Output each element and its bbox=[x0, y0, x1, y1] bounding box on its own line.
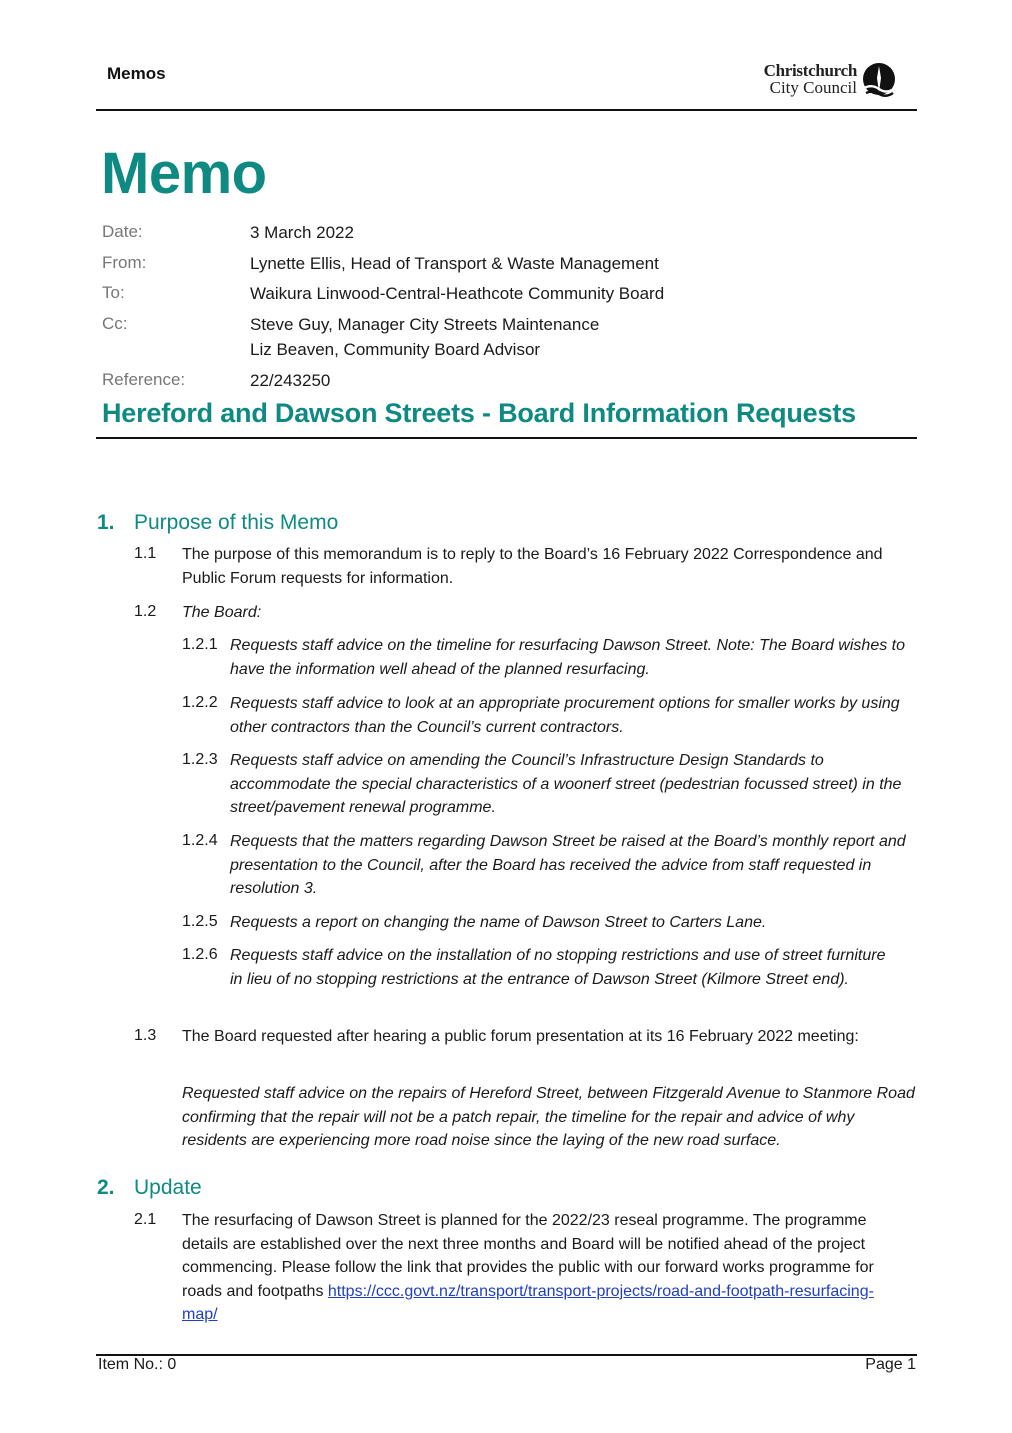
paragraph bbox=[182, 1209, 907, 1327]
footer-page-number: Page 1 bbox=[865, 1356, 916, 1373]
page-title: Memo bbox=[101, 141, 267, 206]
footer-item-number: Item No.: 0 bbox=[98, 1356, 177, 1373]
para-number: 2.1 bbox=[134, 1211, 157, 1228]
quoted-request: Requested staff advice on the repairs of Hereford Street, between Fitzgerald Avenue to Stanmore Road confirming that the repair will not be a patch repair, the timeline for the repair and advice of why residents are experiencing more road noise since the laying of the new road surface. bbox=[182, 1085, 915, 1149]
council-logo bbox=[748, 62, 900, 102]
list-item: Requests staff advice on amending the Council’s Infrastructure Design Standards to accommodate the special characteristics of a woonerf street (pedestrian focussed street) in the street/pavement renewal programme. bbox=[230, 752, 902, 816]
subject-rule bbox=[96, 437, 917, 439]
to-value: Waikura Linwood-Central-Heathcote Community Board bbox=[250, 284, 665, 303]
list-item: Requests a report on changing the name of Dawson Street to Carters Lane. bbox=[230, 914, 767, 931]
section-2-heading bbox=[97, 1176, 202, 1200]
item-number: 1.2.3 bbox=[182, 751, 218, 768]
to-label: To: bbox=[102, 283, 125, 302]
memo-subject: Hereford and Dawson Streets - Board Information Requests bbox=[102, 398, 856, 428]
list-item: Requests staff advice on the timeline for resurfacing Dawson Street. Note: The Board wishes to have the information well ahead of the planned resurfacing. bbox=[230, 637, 905, 678]
reference-label: Reference: bbox=[102, 370, 186, 389]
resurfacing-map-link[interactable]: https://ccc.govt.nz/transport/transport-projects/road-and-footpath-resurfacing-map/ bbox=[182, 1282, 874, 1323]
item-number: 1.2.4 bbox=[182, 832, 218, 849]
item-number: 1.2.5 bbox=[182, 913, 218, 930]
item-number: 1.2.1 bbox=[182, 636, 218, 653]
reference-value: 22/243250 bbox=[250, 371, 331, 390]
logo-text bbox=[764, 62, 857, 96]
para-number: 1.3 bbox=[134, 1027, 157, 1044]
list-item: Requests staff advice to look at an appropriate procurement options for smaller works by using other contractors than the Council’s current contractors. bbox=[230, 695, 900, 736]
item-number: 1.2.6 bbox=[182, 946, 218, 963]
from-label: From: bbox=[102, 253, 147, 272]
paragraph: The purpose of this memorandum is to reply to the Board’s 16 February 2022 Correspondence and Public Forum requests for information. bbox=[182, 546, 883, 587]
cc-value-1: Steve Guy, Manager City Streets Maintenance bbox=[250, 315, 600, 334]
footer-rule bbox=[96, 1354, 917, 1356]
from-value: Lynette Ellis, Head of Transport & Waste Management bbox=[250, 254, 659, 273]
header-rule bbox=[96, 109, 917, 111]
cc-label: Cc: bbox=[102, 314, 128, 333]
section-1-number: 1. bbox=[97, 511, 115, 534]
date-label: Date: bbox=[102, 222, 143, 241]
cathedral-logo-icon bbox=[860, 62, 898, 100]
section-2-title: Update bbox=[134, 1176, 202, 1199]
section-1-title: Purpose of this Memo bbox=[134, 511, 339, 534]
paragraph: The Board: bbox=[182, 604, 262, 621]
header-label: Memos bbox=[107, 64, 166, 83]
logo-line-2: City Council bbox=[769, 78, 857, 97]
date-value: 3 March 2022 bbox=[250, 223, 354, 242]
section-2-number: 2. bbox=[97, 1176, 115, 1199]
para-number: 1.2 bbox=[134, 603, 157, 620]
cc-value-2: Liz Beaven, Community Board Advisor bbox=[250, 340, 541, 359]
paragraph: The Board requested after hearing a public forum presentation at its 16 February 2022 meeting: bbox=[182, 1028, 859, 1045]
section-1-heading bbox=[97, 511, 338, 535]
item-number: 1.2.2 bbox=[182, 694, 218, 711]
paragraph-text: The resurfacing of Dawson Street is planned for the 2022/23 reseal programme. The programme details are established over the next three months and Board will be notified ahead of the project commencing. Please follow the link that provides the public with our forward works programme for roads and footpaths bbox=[182, 1212, 874, 1300]
para-number: 1.1 bbox=[134, 545, 157, 562]
logo-line-1: Christchurch bbox=[763, 61, 857, 80]
list-item: Requests that the matters regarding Dawson Street be raised at the Board’s monthly report and presentation to the Council, after the Board has received the advice from staff requested in resolution 3. bbox=[230, 833, 906, 897]
list-item: Requests staff advice on the installation of no stopping restrictions and use of street furniture in lieu of no stopping restrictions at the entrance of Dawson Street (Kilmore Street end). bbox=[230, 947, 886, 988]
